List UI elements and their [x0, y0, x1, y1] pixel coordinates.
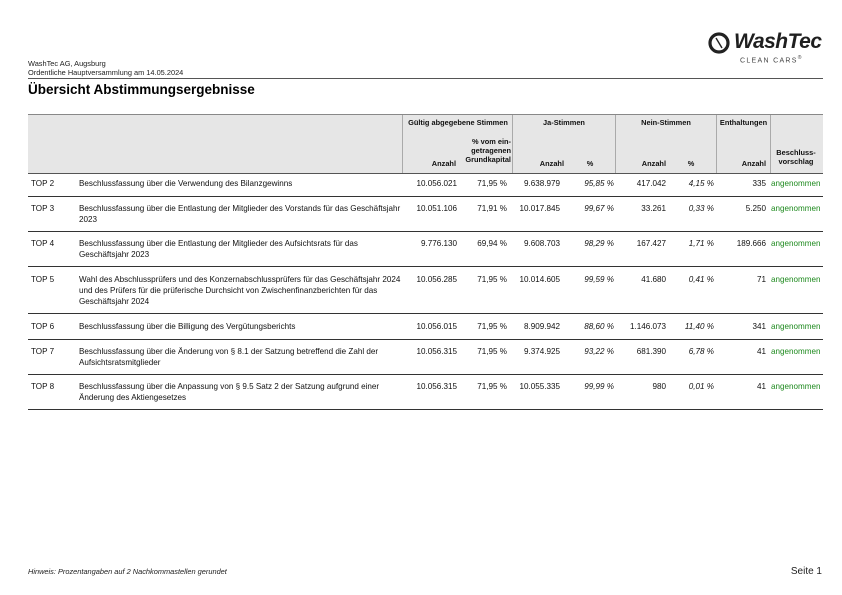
cell-ja-pct: 99,99 %	[584, 382, 614, 391]
cell-enthaltungen: 71	[756, 275, 766, 284]
company-name: WashTec AG, Augsburg	[28, 59, 106, 68]
cell-top: TOP 7	[31, 347, 55, 356]
cell-nein: 681.390	[636, 347, 666, 356]
cell-enthaltungen: 189.666	[736, 239, 766, 248]
cell-ja: 9.638.979	[523, 179, 560, 188]
cell-description: Beschlussfassung über die Änderung von § 8.1 der Satzung betreffend die Zahl der Aufsichtsratsmitglieder	[79, 347, 379, 367]
cell-ja: 10.017.845	[519, 204, 560, 213]
cell-nein-pct: 0,41 %	[688, 275, 714, 284]
cell-description: Beschlussfassung über die Entlastung der Mitglieder des Vorstands für das Geschäftsjahr 2023	[79, 204, 401, 224]
cell-result: angenommen	[771, 239, 821, 248]
cell-ja-pct: 99,59 %	[584, 275, 614, 284]
row-divider	[28, 266, 823, 267]
cell-description: Beschlussfassung über die Entlastung der Mitglieder des Aufsichtsrats für das Geschäftsjahr 2023	[79, 239, 358, 259]
cell-description: Wahl des Abschlussprüfers und des Konzernabschlussprüfers für das Geschäftsjahr 2024 und des Prüfers für die prüferische Durchsicht von Zwischenfinanzberichten für das Geschäftsjahr 2024	[79, 275, 401, 306]
cell-nein-pct: 6,78 %	[688, 347, 714, 356]
header-enthaltungen: Enthaltungen	[719, 118, 768, 127]
cell-top: TOP 5	[31, 275, 55, 284]
page-number: Seite 1	[790, 566, 822, 577]
cell-pct-capital: 71,95 %	[477, 322, 507, 331]
cell-ja-pct: 99,67 %	[584, 204, 614, 213]
cell-description: Beschlussfassung über die Billigung des Vergütungsberichts	[79, 322, 296, 331]
cell-nein: 980	[652, 382, 666, 391]
cell-anzahl: 9.776.130	[420, 239, 457, 248]
header-pct-capital: % vom ein-getragenen Grundkapital	[465, 137, 511, 164]
cell-nein: 33.261	[641, 204, 666, 213]
header-beschlussvorschlag: Beschluss-vorschlag	[776, 148, 816, 166]
logo-brand: WashTec	[734, 30, 822, 53]
cell-anzahl: 10.056.021	[416, 179, 457, 188]
cell-description: Beschlussfassung über die Anpassung von § 9.5 Satz 2 der Satzung aufgrund einer Änderung des Aktiengesetzes	[79, 382, 380, 402]
cell-pct-capital: 71,95 %	[477, 275, 507, 284]
cell-ja-pct: 98,29 %	[584, 239, 614, 248]
header-pct-ja: %	[586, 159, 594, 168]
cell-nein: 417.042	[636, 179, 666, 188]
cell-top: TOP 2	[31, 179, 55, 188]
row-divider	[28, 374, 823, 375]
cell-enthaltungen: 41	[756, 347, 766, 356]
cell-top: TOP 6	[31, 322, 55, 331]
meeting-info: Ordentliche Hauptversammlung am 14.05.2024	[28, 68, 184, 77]
cell-ja: 8.909.942	[523, 322, 560, 331]
cell-result: angenommen	[771, 275, 821, 284]
header-valid-votes: Gültig abgegebene Stimmen	[408, 118, 508, 127]
header-divider-1	[402, 115, 403, 173]
cell-result: angenommen	[771, 322, 821, 331]
header-divider-5	[770, 115, 771, 173]
company-info	[28, 59, 183, 77]
cell-pct-capital: 71,95 %	[477, 179, 507, 188]
cell-pct-capital: 71,91 %	[477, 204, 507, 213]
cell-result: angenommen	[771, 382, 821, 391]
header-anzahl-enth: Anzahl	[741, 159, 766, 168]
row-divider	[28, 409, 823, 410]
cell-result: angenommen	[771, 204, 821, 213]
row-divider	[28, 339, 823, 340]
cell-description: Beschlussfassung über die Verwendung des Bilanzgewinns	[79, 179, 293, 188]
cell-ja-pct: 95,85 %	[584, 179, 614, 188]
cell-result: angenommen	[771, 347, 821, 356]
cell-top: TOP 8	[31, 382, 55, 391]
cell-nein: 1.146.073	[629, 322, 666, 331]
cell-nein-pct: 0,33 %	[688, 204, 714, 213]
header-anzahl-nein: Anzahl	[641, 159, 666, 168]
cell-enthaltungen: 5.250	[745, 204, 766, 213]
header-anzahl-ja: Anzahl	[539, 159, 564, 168]
header-pct-nein: %	[687, 159, 695, 168]
cell-nein-pct: 1,71 %	[688, 239, 714, 248]
cell-anzahl: 10.056.285	[416, 275, 457, 284]
cell-top: TOP 4	[31, 239, 55, 248]
cell-ja-pct: 93,22 %	[584, 347, 614, 356]
cell-nein-pct: 11,40 %	[684, 322, 714, 331]
footnote: Hinweis: Prozentangaben auf 2 Nachkommastellen gerundet	[28, 567, 227, 576]
cell-result: angenommen	[771, 179, 821, 188]
washtec-logo-icon	[708, 32, 730, 54]
cell-top: TOP 3	[31, 204, 55, 213]
header-divider	[28, 78, 823, 79]
cell-nein-pct: 4,15 %	[688, 179, 714, 188]
cell-enthaltungen: 335	[752, 179, 766, 188]
row-divider	[28, 313, 823, 314]
cell-ja: 9.608.703	[523, 239, 560, 248]
cell-anzahl: 10.056.015	[416, 322, 457, 331]
cell-enthaltungen: 341	[752, 322, 766, 331]
cell-ja: 10.055.335	[519, 382, 560, 391]
cell-enthaltungen: 41	[756, 382, 766, 391]
cell-pct-capital: 71,95 %	[477, 347, 507, 356]
header-divider-3	[615, 115, 616, 173]
header-ja: Ja-Stimmen	[543, 118, 585, 127]
cell-ja-pct: 88,60 %	[584, 322, 614, 331]
cell-pct-capital: 69,94 %	[477, 239, 507, 248]
row-divider	[28, 231, 823, 232]
table-header	[28, 114, 823, 174]
logo-tagline: CLEAN CARS®	[740, 55, 803, 65]
cell-anzahl: 10.056.315	[416, 382, 457, 391]
cell-pct-capital: 71,95 %	[477, 382, 507, 391]
washtec-logo	[708, 30, 826, 66]
cell-nein: 167.427	[636, 239, 666, 248]
cell-ja: 10.014.605	[519, 275, 560, 284]
cell-nein-pct: 0,01 %	[688, 382, 714, 391]
cell-anzahl: 10.056.315	[416, 347, 457, 356]
cell-nein: 41.680	[641, 275, 666, 284]
row-divider	[28, 196, 823, 197]
header-anzahl-valid: Anzahl	[431, 159, 456, 168]
header-nein: Nein-Stimmen	[641, 118, 691, 127]
page-title: Übersicht Abstimmungsergebnisse	[28, 82, 255, 97]
cell-ja: 9.374.925	[523, 347, 560, 356]
cell-anzahl: 10.051.106	[416, 204, 457, 213]
header-divider-2	[512, 115, 513, 173]
